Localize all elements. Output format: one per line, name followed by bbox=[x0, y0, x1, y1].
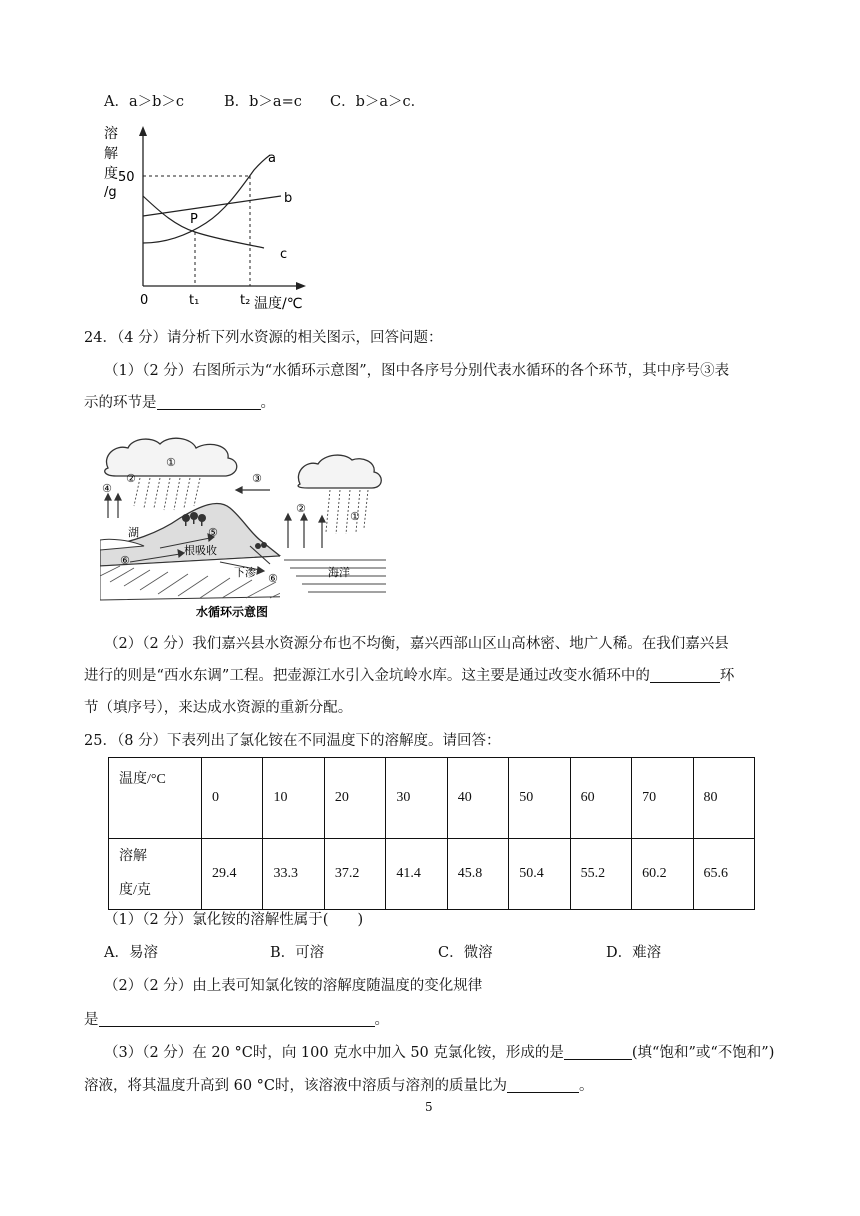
temp-cell: 60 bbox=[570, 758, 631, 839]
q23-option-b: B．b＞a=c bbox=[224, 94, 302, 110]
q25-s2-post: 。 bbox=[374, 1012, 389, 1028]
q25-s1-option-a: A．易溶 bbox=[104, 945, 158, 961]
wc-num-4: ④ bbox=[102, 482, 112, 495]
q25-s2-pre: 是 bbox=[84, 1012, 99, 1028]
wc-num-1a: ① bbox=[166, 456, 176, 469]
wc-label-root: 根吸收 bbox=[184, 544, 217, 557]
y-label-4: /g bbox=[104, 185, 117, 200]
q24-p1-post: 。 bbox=[260, 395, 275, 411]
curve-a bbox=[143, 155, 270, 243]
q25-s3-line1 bbox=[104, 1043, 774, 1063]
x-tick-t2: t₂ bbox=[240, 293, 251, 308]
label-c: c bbox=[280, 247, 288, 262]
solubility-cell: 33.3 bbox=[263, 839, 324, 910]
solubility-cell: 29.4 bbox=[202, 839, 263, 910]
q24-header: 24．（4 分）请分析下列水资源的相关图示，回答问题： bbox=[84, 330, 443, 346]
solubility-cell: 41.4 bbox=[386, 839, 447, 910]
wc-caption: 水循环示意图 bbox=[196, 605, 269, 619]
y-label-1: 溶 bbox=[104, 126, 118, 142]
answer-blank-2 bbox=[650, 666, 720, 683]
wc-label-lake: 湖 bbox=[128, 526, 139, 539]
q25-s1-option-b: B．可溶 bbox=[270, 945, 325, 961]
water-cycle-diagram bbox=[100, 436, 390, 622]
q24-p1-pre: 示的环节是 bbox=[84, 395, 157, 411]
solubility-cell: 60.2 bbox=[632, 839, 693, 910]
q23-option-c: C．b＞a＞c． bbox=[330, 94, 426, 110]
label-b: b bbox=[284, 191, 293, 206]
row-header-temperature: 温度/°C bbox=[109, 758, 202, 839]
label-a: a bbox=[268, 151, 276, 166]
y-label-2: 解 bbox=[104, 146, 118, 162]
wc-num-3: ③ bbox=[252, 472, 262, 485]
solubility-cell: 65.6 bbox=[693, 839, 755, 910]
q24-p2-post: 环 bbox=[719, 668, 735, 684]
q24-p1-line2 bbox=[84, 393, 275, 413]
temp-cell: 70 bbox=[632, 758, 693, 839]
wc-num-6b: ⑥ bbox=[268, 572, 278, 585]
solubility-cell: 45.8 bbox=[447, 839, 508, 910]
temp-cell: 50 bbox=[509, 758, 570, 839]
q25-s3-post1: (填“饱和”或“不饱和”) bbox=[631, 1045, 775, 1061]
q25-header: 25．（8 分）下表列出了氯化铵在不同温度下的溶解度。请回答： bbox=[84, 733, 501, 749]
q25-s2-line2 bbox=[84, 1010, 389, 1030]
answer-blank-4 bbox=[564, 1043, 632, 1060]
q24-p2-line2 bbox=[84, 666, 734, 686]
q23-option-a: A．a＞b＞c bbox=[104, 94, 185, 110]
temp-cell: 30 bbox=[386, 758, 447, 839]
q25-s3-line2 bbox=[84, 1076, 594, 1096]
x-label: 温度/℃ bbox=[254, 296, 303, 312]
q25-s1-option-d: D．难溶 bbox=[606, 945, 662, 961]
wc-label-infiltrate: 下渗 bbox=[234, 566, 256, 579]
row-header-solubility-l1: 溶解 bbox=[119, 849, 147, 864]
row-header-solubility-l2: 度/克 bbox=[119, 883, 151, 898]
q25-s3-post2: 。 bbox=[579, 1078, 594, 1094]
q25-s3-pre2: 溶液，将其温度升高到 60 °C时，该溶液中溶质与溶剂的质量比为 bbox=[84, 1078, 508, 1094]
q24-p2-pre: 进行的则是“西水东调”工程。把壶源江水引入金坑岭水库。这主要是通过改变水循环中的 bbox=[84, 668, 650, 684]
q25-s1-option-c: C．微溶 bbox=[438, 945, 493, 961]
answer-blank-5 bbox=[507, 1076, 579, 1093]
answer-blank-1 bbox=[157, 393, 261, 410]
q25-s2-line1: （2）（2 分）由上表可知氯化铵的溶解度随温度的变化规律 bbox=[104, 978, 483, 994]
temp-cell: 10 bbox=[263, 758, 324, 839]
wc-label-ocean: 海洋 bbox=[328, 566, 350, 579]
q24-p1-line1: （1）（2 分）右图所示为“水循环示意图”，图中各序号分别代表水循环的各个环节，其中序号③表 bbox=[104, 363, 730, 379]
q25-s3-pre1: （3）（2 分）在 20 °C时，向 100 克水中加入 50 克氯化铵，形成的是 bbox=[104, 1045, 564, 1061]
solubility-table bbox=[108, 757, 755, 910]
temp-cell: 20 bbox=[324, 758, 385, 839]
line-b bbox=[143, 196, 281, 216]
solubility-cell: 50.4 bbox=[509, 839, 570, 910]
wc-num-6a: ⑥ bbox=[120, 554, 130, 567]
q24-p2-line3: 节（填序号），来达成水资源的重新分配。 bbox=[84, 700, 353, 716]
table-row-solubility bbox=[109, 839, 755, 910]
wc-num-5: ⑤ bbox=[208, 526, 218, 539]
wc-num-2b: ② bbox=[296, 502, 306, 515]
row-header-solubility bbox=[109, 839, 202, 910]
page-number: 5 bbox=[425, 1100, 433, 1114]
wc-num-2a: ② bbox=[126, 472, 136, 485]
point-p: P bbox=[190, 212, 198, 227]
q24-p2-line1: （2）（2 分）我们嘉兴县水资源分布也不均衡，嘉兴西部山区山高林密、地广人稀。在我们嘉兴县 bbox=[104, 636, 729, 652]
q25-s1: （1）（2 分）氯化铵的溶解性属于( ) bbox=[104, 912, 364, 928]
table-row-temperature bbox=[109, 758, 755, 839]
x-tick-t1: t₁ bbox=[189, 293, 200, 308]
solubility-cell: 55.2 bbox=[570, 839, 631, 910]
wc-num-1b: ① bbox=[350, 510, 360, 523]
y-tick-50: 50 bbox=[118, 170, 135, 185]
answer-blank-3 bbox=[99, 1010, 375, 1027]
temp-cell: 80 bbox=[693, 758, 755, 839]
y-label-3: 度 bbox=[104, 166, 118, 182]
solubility-cell: 37.2 bbox=[324, 839, 385, 910]
solubility-curve-figure bbox=[96, 118, 316, 318]
temp-cell: 0 bbox=[202, 758, 263, 839]
curve-c bbox=[143, 196, 264, 248]
temp-cell: 40 bbox=[447, 758, 508, 839]
origin-0: 0 bbox=[140, 293, 149, 308]
